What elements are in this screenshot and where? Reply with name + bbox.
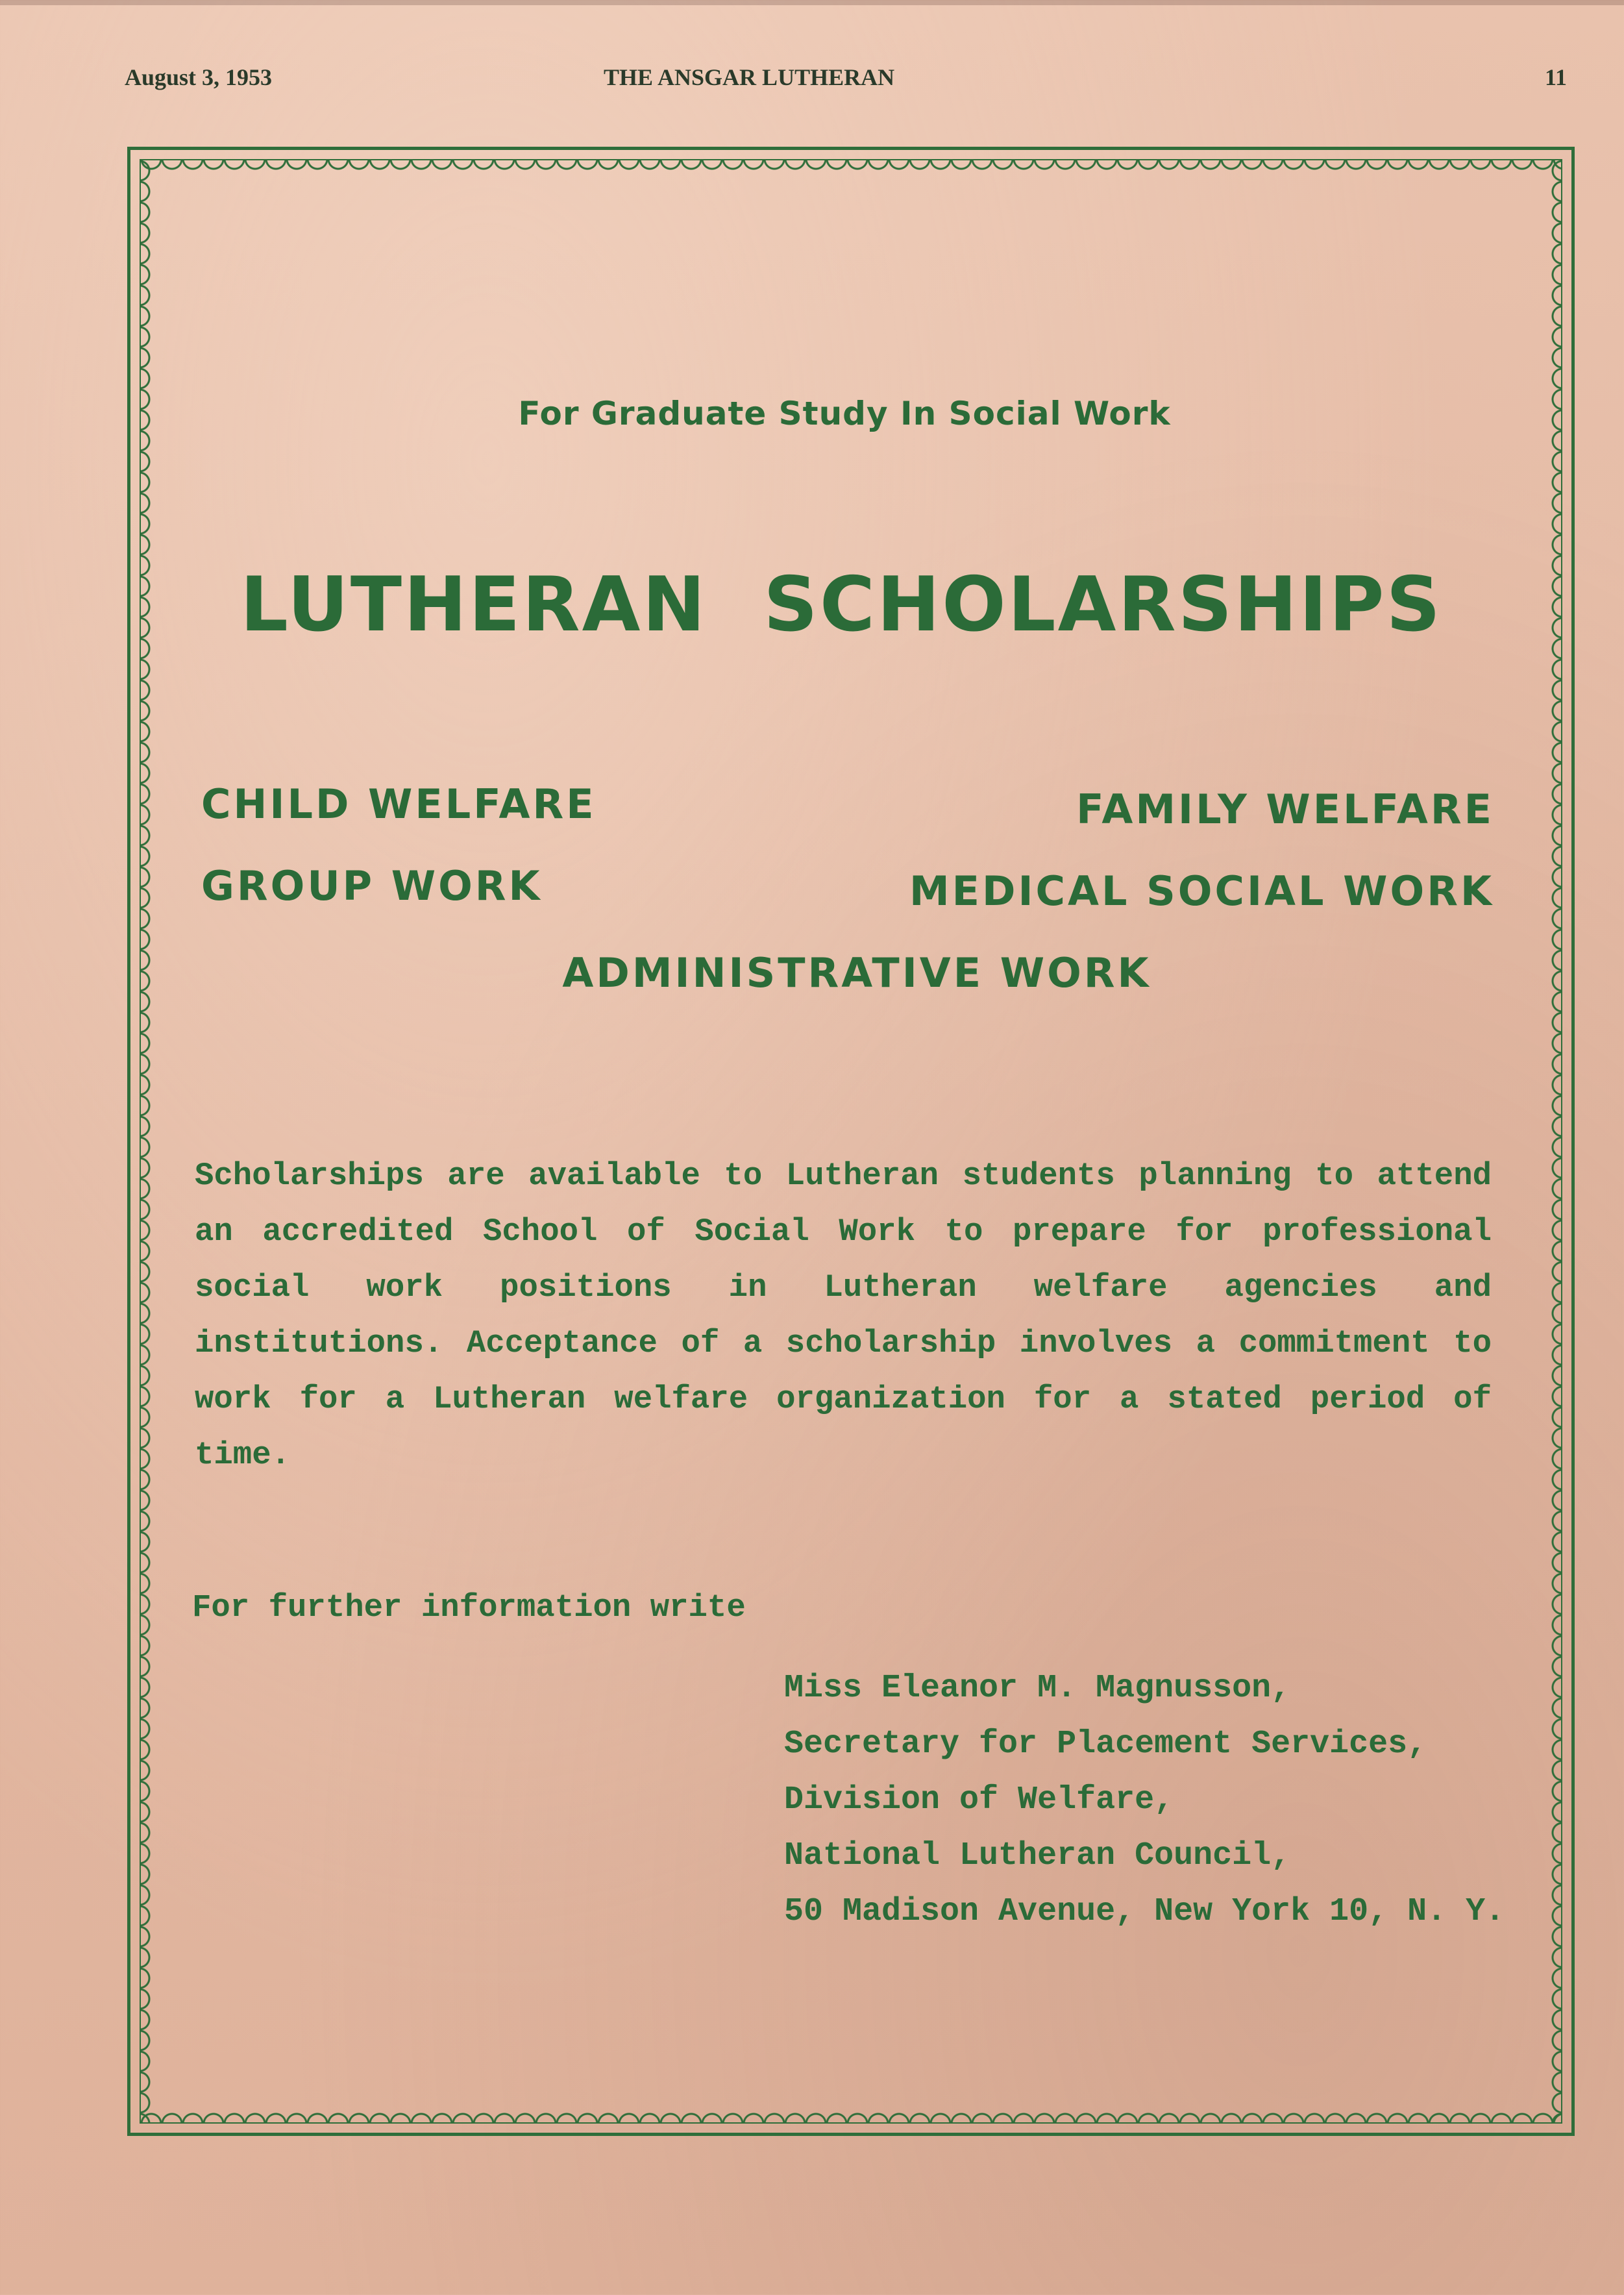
page-top-edge	[0, 0, 1624, 5]
field-group-work: GROUP WORK	[201, 862, 543, 910]
contact-address	[784, 1661, 1505, 1940]
scallop-border-right	[1551, 160, 1561, 2122]
field-administrative-work: ADMINISTRATIVE WORK	[562, 949, 1151, 997]
address-line-name: Miss Eleanor M. Magnusson,	[784, 1670, 1291, 1707]
field-family-welfare: FAMILY WELFARE	[1076, 786, 1494, 833]
field-child-welfare: CHILD WELFARE	[201, 780, 597, 828]
running-head-page-number: 11	[1545, 64, 1568, 90]
running-head-publication: THE ANSGAR LUTHERAN	[604, 64, 895, 90]
ad-title: LUTHERAN SCHOLARSHIPS	[240, 561, 1443, 649]
address-line-title: Secretary for Placement Services,	[784, 1726, 1427, 1763]
address-line-division: Division of Welfare,	[784, 1781, 1174, 1818]
ad-body-paragraph: Scholarships are available to Lutheran students planning to attend an accredited School of Social Work to prepare for professional social work positions in Lutheran welfare agencies and institutions. Acceptance of a scholarship involves a commitment to work for a Lutheran welfare organization for a stated period of time.	[195, 1158, 1492, 1473]
ad-subtitle: For Graduate Study In Social Work	[518, 395, 1171, 432]
further-information-line: For further information write	[192, 1589, 746, 1626]
field-medical-social-work: MEDICAL SOCIAL WORK	[909, 867, 1494, 915]
running-head-date: August 3, 1953	[125, 64, 273, 90]
scallop-border-left	[141, 160, 151, 2122]
address-line-street: 50 Madison Avenue, New York 10, N. Y.	[784, 1893, 1505, 1930]
scallop-border-bottom	[141, 2112, 1561, 2122]
address-line-council: National Lutheran Council,	[784, 1837, 1291, 1874]
scallop-border-top	[141, 160, 1561, 171]
